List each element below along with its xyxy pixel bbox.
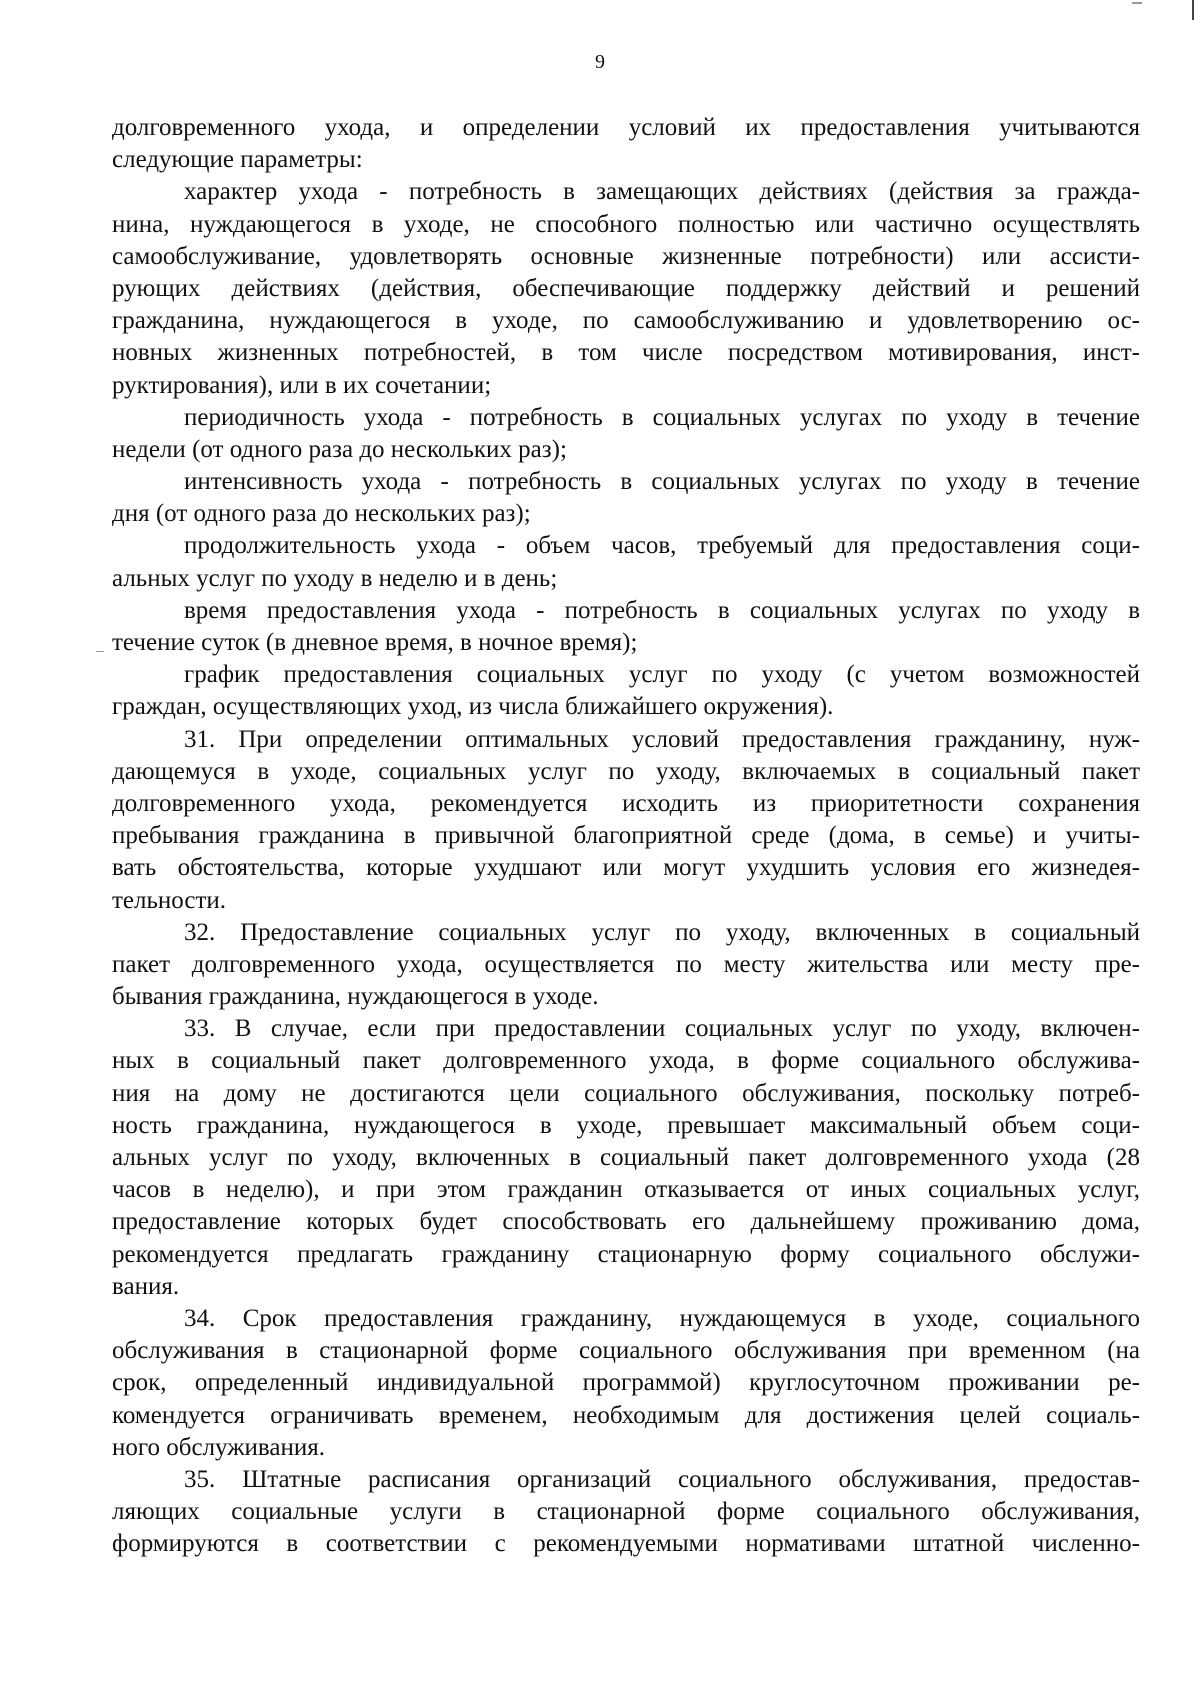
text-line: график предоставления социальных услуг по уходу (с учетом возможностей	[184, 661, 1140, 689]
text-line: вания.	[112, 1272, 180, 1300]
text-line: предоставление которых будет способствовать его дальнейшему проживанию дома,	[112, 1208, 1140, 1236]
text-line: ность гражданина, нуждающегося в уходе, превышает максимальный объем соци-	[112, 1111, 1140, 1139]
text-line: самообслуживание, удовлетворять основные жизненные потребности) или ассисти-	[112, 242, 1140, 270]
text-line: ляющих социальные услуги в стационарной форме социального обслуживания,	[112, 1498, 1140, 1526]
text-line: 34. Срок предоставления гражданину, нуждающемуся в уходе, социального	[184, 1304, 1140, 1332]
text-line: бывания гражданина, нуждающегося в уходе.	[112, 983, 599, 1011]
text-line: альных услуг по уходу в неделю и в день;	[112, 564, 558, 592]
text-line: обслуживания в стационарной форме социального обслуживания при временном (на	[112, 1337, 1140, 1365]
text-line: часов в неделю), и при этом гражданин отказывается от иных социальных услуг,	[112, 1176, 1140, 1204]
text-line: следующие параметры:	[112, 146, 363, 174]
text-line: рекомендуется предлагать гражданину стационарную форму социального обслужи-	[112, 1240, 1140, 1268]
text-line: интенсивность ухода - потребность в социальных услугах по уходу в течение	[184, 468, 1140, 496]
scan-artifact	[1192, 0, 1194, 20]
text-line: долговременного ухода, рекомендуется исходить из приоритетности сохранения	[112, 789, 1140, 817]
text-line: характер ухода - потребность в замещающих действиях (действия за гражда-	[184, 178, 1140, 206]
text-line: долговременного ухода, и определении условий их предоставления учитываются	[112, 114, 1140, 141]
text-line: ных в социальный пакет долговременного ухода, в форме социального обслужива-	[112, 1047, 1140, 1075]
text-line: руктирования), или в их сочетании;	[112, 371, 492, 399]
text-line: нина, нуждающегося в уходе, не способного полностью или частично осуществлять	[112, 210, 1140, 238]
text-line: недели (от одного раза до нескольких раз);	[112, 435, 567, 463]
page-number: 9	[595, 51, 605, 73]
text-line: дня (от одного раза до нескольких раз);	[112, 500, 531, 528]
scan-artifact	[96, 651, 104, 652]
text-line: граждан, осуществляющих уход, из числа ближайшего окружения).	[112, 693, 834, 721]
text-line: ного обслуживания.	[112, 1433, 325, 1461]
text-line: срок, определенный индивидуальной программой) круглосуточном проживании ре-	[112, 1369, 1140, 1397]
text-line: пакет долговременного ухода, осуществляется по месту жительства или месту пре-	[112, 950, 1140, 978]
text-line: тельности.	[112, 886, 227, 914]
text-line: течение суток (в дневное время, в ночное время);	[112, 629, 638, 656]
text-line: комендуется ограничивать временем, необходимым для достижения целей социаль-	[112, 1401, 1140, 1429]
text-line: вать обстоятельства, которые ухудшают или могут ухудшить условия его жизнедея-	[112, 854, 1140, 882]
text-line: формируются в соответствии с рекомендуемыми нормативами штатной численно-	[112, 1530, 1140, 1558]
text-line: время предоставления ухода - потребность в социальных услугах по уходу в	[184, 596, 1140, 624]
text-line: продолжительность ухода - объем часов, требуемый для предоставления соци-	[184, 532, 1140, 560]
text-line: 33. В случае, если при предоставлении социальных услуг по уходу, включен-	[184, 1015, 1140, 1043]
document-body	[112, 112, 1140, 1560]
text-line: рующих действиях (действия, обеспечивающие поддержку действий и решений	[112, 274, 1140, 302]
text-line: гражданина, нуждающегося в уходе, по самообслуживанию и удовлетворению ос-	[112, 307, 1140, 335]
text-line: новных жизненных потребностей, в том числе посредством мотивирования, инст-	[112, 339, 1140, 367]
text-line: 32. Предоставление социальных услуг по уходу, включенных в социальный	[184, 918, 1140, 946]
text-line: 31. При определении оптимальных условий предоставления гражданину, нуж-	[184, 725, 1140, 753]
text-line: ния на дому не достигаются цели социального обслуживания, поскольку потреб-	[112, 1079, 1140, 1107]
text-line: пребывания гражданина в привычной благоприятной среде (дома, в семье) и учиты-	[112, 822, 1140, 850]
text-line: дающемуся в уходе, социальных услуг по уходу, включаемых в социальный пакет	[112, 757, 1140, 785]
text-line: периодичность ухода - потребность в социальных услугах по уходу в течение	[184, 403, 1140, 431]
text-line: альных услуг по уходу, включенных в социальный пакет долговременного ухода (28	[112, 1144, 1140, 1171]
scan-artifact	[1132, 2, 1142, 4]
text-line: 35. Штатные расписания организаций социального обслуживания, предостав-	[184, 1465, 1140, 1493]
